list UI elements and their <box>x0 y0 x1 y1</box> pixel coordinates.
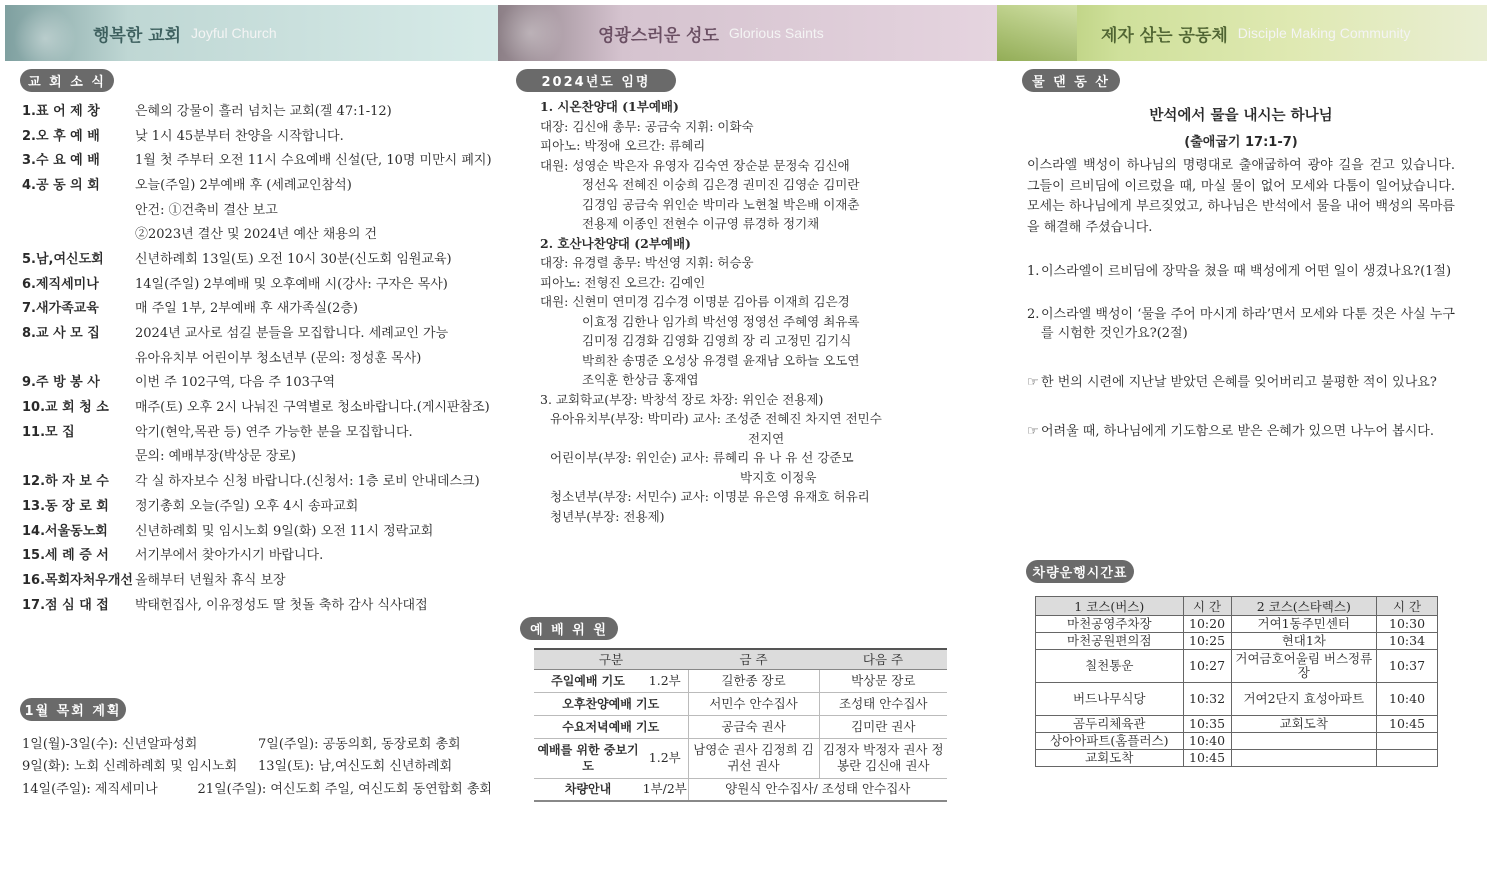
table-cell: 10:35 <box>1183 716 1231 733</box>
appointment-line: 김미정 김경화 김영화 김영희 장 리 고정민 김기식 <box>582 333 852 348</box>
news-item-title: 7.새가족교육 <box>22 301 99 317</box>
appointment-line: 유아유치부(부장: 박미라) 교사: 조성준 전혜진 차지연 전민수 <box>550 411 882 426</box>
bible-study <box>1027 100 1455 441</box>
bus-schedule-table <box>1035 596 1438 767</box>
table-cell: 박상문 장로 <box>819 669 947 692</box>
news-item <box>22 171 492 196</box>
news-item-title: 3.수 요 예 배 <box>22 153 100 169</box>
table-cell: 10:45 <box>1183 750 1231 767</box>
banner-title-ko: 영광스러운 성도 <box>598 25 719 46</box>
column-header: 1 코스(버스) <box>1036 597 1184 616</box>
news-item <box>22 319 492 344</box>
news-item-text: 각 실 하자보수 신청 바랍니다.(신청서: 1층 로비 안내데스크) <box>135 474 480 490</box>
news-item-text: 올해부터 년월차 휴식 보장 <box>135 572 286 588</box>
appointment-line: 청소년부(부장: 서민수) 교사: 이명분 유은영 유재호 허유리 <box>550 489 870 504</box>
table-header-row <box>534 649 947 669</box>
news-item-text: 정기총회 오늘(주일) 오후 4시 송파교회 <box>135 498 359 514</box>
banner-title-ko: 제자 삼는 공동체 <box>1101 25 1228 46</box>
table-cell: 거여금호어울림 버스정류장 <box>1231 650 1377 683</box>
bible-study-title: 반석에서 물을 내시는 하나님 <box>1149 108 1333 124</box>
news-item-text: 14일(주일) 2부예배 및 오후예배 시(강사: 구자은 목사) <box>135 276 448 292</box>
table-cell: 10:40 <box>1183 733 1231 750</box>
worship-committee-table <box>534 648 947 802</box>
news-item-title: 1.표 어 제 창 <box>22 103 100 119</box>
row-sublabel: 1.2부 <box>642 669 688 692</box>
table-cell <box>1377 750 1438 767</box>
news-item-text: 문의: 예배부장(박상문 장로) <box>135 449 296 465</box>
news-item <box>22 97 492 122</box>
banner-disciple-community <box>997 5 1487 61</box>
banner-photo-decoration <box>5 5 85 61</box>
table-row <box>1036 633 1438 650</box>
news-item-text: 신년하례회 및 임시노회 9일(화) 오전 11시 정락교회 <box>135 523 434 539</box>
news-item <box>22 443 492 468</box>
row-label: 오후찬양예배 기도 <box>534 692 688 715</box>
news-item-title: 15.세 례 증 서 <box>22 548 109 564</box>
news-item <box>22 220 492 245</box>
bus-schedule-heading: 차량운행시간표 <box>1026 560 1134 583</box>
news-item <box>22 418 492 443</box>
monthly-plan-heading: 1월 목회 계획 <box>20 698 126 721</box>
news-item <box>22 517 492 542</box>
table-cell: 10:20 <box>1183 616 1231 633</box>
table-row <box>534 669 947 692</box>
news-item <box>22 393 492 418</box>
news-item-title: 17.점 심 대 접 <box>22 597 109 613</box>
plan-entry: 9일(화): 노회 신례하례회 및 임시노회 <box>22 759 238 775</box>
table-cell: 서민수 안수집사 <box>688 692 819 715</box>
table-cell: 김정자 박정자 권사 정봉란 김신애 권사 <box>819 738 947 778</box>
table-cell: 상아아파트(홈플러스) <box>1036 733 1184 750</box>
appointment-line: 박희찬 송명준 오성상 유경렬 윤재남 오하늘 오도연 <box>582 352 860 368</box>
appointment-line: 조익훈 한상금 홍재엽 <box>582 372 699 387</box>
news-item-title: 13.동 장 로 회 <box>22 498 109 514</box>
reflection-item: ☞ 어려울 때, 하나님에게 기도함으로 받은 은혜가 있으면 나누어 봅시다. <box>1027 424 1434 439</box>
appointment-line: 김경임 공금숙 위인순 박미라 노현철 박은배 이재춘 <box>582 196 860 212</box>
row-label: 주일예배 기도 <box>534 669 642 692</box>
appointment-line: 대원: 신현미 연미경 김수경 이명분 김아름 이재희 김은경 <box>540 294 850 309</box>
plan-entry: 1일(월)-3일(수): 신년알파성회 <box>22 736 198 752</box>
row-label: 수요저녁예배 기도 <box>534 715 688 738</box>
table-cell: 칠천통운 <box>1036 650 1184 683</box>
row-sublabel: 1부/2부 <box>642 778 688 801</box>
news-item-title: 9.주 방 봉 사 <box>22 375 100 391</box>
news-item <box>22 369 492 394</box>
column-header: 구분 <box>534 649 688 669</box>
plan-entry: 21일(주일): 여신도회 주일, 여신도회 동연합회 총회 <box>197 781 492 797</box>
news-item <box>22 196 492 221</box>
table-cell: 10:32 <box>1183 683 1231 716</box>
news-item-title: 16.목회자처우개선 <box>22 572 133 588</box>
table-row <box>1036 683 1438 716</box>
question-item: 2. 이스라엘 백성이 ‘물을 주어 마시게 하라’면서 모세와 다툰 것은 사실 누구를 시험한 것인가요?(2절) <box>1027 307 1455 341</box>
table-row <box>1036 750 1438 767</box>
table-cell: 10:27 <box>1183 650 1231 683</box>
column-header: 2 코스(스타렉스) <box>1231 597 1377 616</box>
news-item <box>22 591 492 616</box>
banner-title-en: Disciple Making Community <box>1237 25 1411 41</box>
table-cell: 10:45 <box>1377 716 1438 733</box>
plan-row <box>22 776 492 799</box>
table-cell: 교회도착 <box>1231 716 1377 733</box>
appointment-line: 3. 교회학교(부장: 박창석 장로 차장: 위인순 전용제) <box>540 391 824 407</box>
table-cell: 10:25 <box>1183 633 1231 650</box>
table-cell: 버드나무식당 <box>1036 683 1184 716</box>
news-item-text: 매주(토) 오후 2시 나눠진 구역별로 청소바랍니다.(게시판참조) <box>135 400 490 416</box>
news-item-text: 유아유치부 어린이부 청소년부 (문의: 정성훈 목사) <box>135 350 422 366</box>
monthly-plan-list <box>22 731 492 799</box>
appointment-line: 전용제 이종인 전현수 이규영 류경하 정기채 <box>582 216 820 231</box>
appointment-line: 어린이부(부장: 위인순) 교사: 류혜리 유 나 유 선 강준모 <box>550 450 854 465</box>
news-item-text: 1월 첫 주부터 오전 11시 수요예배 신설(단, 10명 미만시 폐지) <box>135 153 492 169</box>
question-item: 1. 이스라엘이 르비딤에 장막을 쳤을 때 백성에게 어떤 일이 생겼나요?(1절) <box>1027 264 1452 279</box>
banner-title-ko: 행복한 교회 <box>93 25 182 46</box>
news-item <box>22 245 492 270</box>
worship-committee-heading: 예 배 위 원 <box>520 617 618 640</box>
table-cell <box>1231 750 1377 767</box>
appointment-line: 청년부(부장: 전용제) <box>550 508 665 524</box>
table-row <box>534 715 947 738</box>
table-row <box>534 778 947 801</box>
news-item <box>22 295 492 320</box>
column-header: 다음 주 <box>819 649 947 669</box>
news-item <box>22 467 492 492</box>
table-cell: 10:30 <box>1377 616 1438 633</box>
banner-glorious-saints <box>498 5 997 61</box>
news-item <box>22 492 492 517</box>
table-cell: 양원식 안수집사/ 조성태 안수집사 <box>688 778 947 801</box>
table-row <box>1036 733 1438 750</box>
news-item <box>22 566 492 591</box>
banner-title-en: Glorious Saints <box>728 25 824 41</box>
news-item-text: 낮 1시 45분부터 찬양을 시작합니다. <box>135 128 344 144</box>
news-item-text: 이번 주 102구역, 다음 주 103구역 <box>135 375 336 391</box>
appointment-line: 이효정 김한나 임가희 박선영 정영선 주혜영 최유록 <box>582 313 860 329</box>
banner-joyful-church <box>5 5 498 61</box>
news-item-text: 악기(현악,목관 등) 연주 가능한 분을 모집합니다. <box>135 424 413 440</box>
appointments-heading: 2024년도 임명 <box>516 69 676 92</box>
news-item-title: 11.모 집 <box>22 424 75 440</box>
news-item-text: 은혜의 강물이 흘러 넘치는 교회(겔 47:1-12) <box>135 103 392 119</box>
banner-title-en: Joyful Church <box>191 25 277 41</box>
appointment-line: 정선옥 전혜진 이숭희 김은경 권미진 김영순 김미란 <box>582 177 860 192</box>
table-cell: 마천공영주차장 <box>1036 616 1184 633</box>
appointment-line: 1. 시온찬양대 (1부예배) <box>540 99 679 114</box>
banner-photo-decoration <box>498 5 578 61</box>
row-sublabel: 1.2부 <box>642 738 688 778</box>
table-cell: 곰두리체육관 <box>1036 716 1184 733</box>
appointment-line: 대장: 유경렬 총무: 박선영 지휘: 허승웅 <box>540 255 754 270</box>
news-item-text: 신년하례회 13일(토) 오전 10시 30분(신도회 임원교육) <box>135 251 452 267</box>
news-item-title: 6.제직세미나 <box>22 276 99 292</box>
appointment-line: 피아노: 전형진 오르간: 김예인 <box>540 274 706 290</box>
news-item <box>22 122 492 147</box>
table-cell: 마천공원편의점 <box>1036 633 1184 650</box>
table-cell: 현대1차 <box>1231 633 1377 650</box>
news-item <box>22 270 492 295</box>
news-item-title: 4.공 동 의 회 <box>22 177 100 193</box>
news-item-title: 12.하 자 보 수 <box>22 474 109 490</box>
plan-entry: 7일(주일): 공동의회, 동장로회 총회 <box>258 736 461 752</box>
news-item-text: 매 주일 1부, 2부예배 후 새가족실(2층) <box>135 301 359 317</box>
appointment-line: 대장: 김신애 총무: 공금숙 지휘: 이화숙 <box>540 118 754 134</box>
news-item-text: 서기부에서 찾아가시기 바랍니다. <box>135 548 324 564</box>
news-item-title: 8.교 사 모 집 <box>22 326 100 342</box>
table-cell: 길한종 장로 <box>688 669 819 692</box>
table-row <box>1036 616 1438 633</box>
news-item-title: 14.서울동노회 <box>22 523 108 539</box>
appointment-line: 피아노: 박정애 오르간: 류혜리 <box>540 138 706 153</box>
plan-row <box>22 731 492 754</box>
news-item-text: 박태헌집사, 이유정성도 딸 첫돌 축하 감사 식사대접 <box>135 597 428 613</box>
table-cell: 교회도착 <box>1036 750 1184 767</box>
news-item-title: 2.오 후 예 배 <box>22 128 100 144</box>
news-item-title: 5.남,여신도회 <box>22 251 104 267</box>
news-item-title: 10.교 회 청 소 <box>22 400 109 416</box>
table-row <box>1036 716 1438 733</box>
table-cell: 10:40 <box>1377 683 1438 716</box>
plan-entry: 14일(주일): 제직세미나 <box>22 781 158 797</box>
table-cell: 남영순 권사 김정희 김귀선 권사 <box>688 738 819 778</box>
table-row <box>1036 650 1438 683</box>
table-cell: 거여2단지 효성아파트 <box>1231 683 1377 716</box>
news-item <box>22 344 492 369</box>
column-header: 시 간 <box>1377 597 1438 616</box>
news-item-text: 2024년 교사로 섬길 분들을 모집합니다. 세례교인 가능 <box>135 326 449 342</box>
table-cell: 거여1동주민센터 <box>1231 616 1377 633</box>
appointment-line: 대원: 성영순 박은자 유영자 김숙연 장순분 문정숙 김신애 <box>540 157 850 173</box>
table-row <box>534 738 947 778</box>
table-cell: 10:34 <box>1377 633 1438 650</box>
reflection-item: ☞ 한 번의 시련에 지난날 받았던 은혜를 잊어버리고 불평한 적이 있나요? <box>1027 375 1437 390</box>
table-cell <box>1231 733 1377 750</box>
table-cell: 공금숙 권사 <box>688 715 819 738</box>
bible-study-body: 이스라엘 백성이 하나님의 명령대로 출애굽하여 광야 길을 걷고 있습니다. 그들이 르비딤에 이르렀을 때, 마실 물이 없어 모세와 다툼이 일어났습니다. 모세는 하나님에게 부르짖었고, 하나님은 반석에서 물을 내어 백성의 목마름을 해결해 주셨습니다. <box>1027 158 1455 235</box>
bible-study-heading: 물 댄 동 산 <box>1022 69 1120 92</box>
table-cell: 김미란 권사 <box>819 715 947 738</box>
news-item <box>22 146 492 171</box>
row-label: 예배를 위한 중보기도 <box>534 738 642 778</box>
table-row <box>534 692 947 715</box>
appointment-line: 박지호 이정욱 <box>740 469 817 485</box>
appointments-list <box>540 97 980 526</box>
table-cell: 조성태 안수집사 <box>819 692 947 715</box>
news-item-text: ②2023년 결산 및 2024년 예산 채용의 건 <box>135 227 378 243</box>
church-news-heading: 교 회 소 식 <box>20 69 114 92</box>
church-news-list <box>22 97 492 615</box>
banner-photo-decoration <box>997 5 1077 61</box>
column-header: 금 주 <box>688 649 819 669</box>
plan-entry: 13일(토): 남,여신도회 신년하례회 <box>258 759 453 775</box>
table-cell <box>1377 733 1438 750</box>
table-cell: 10:37 <box>1377 650 1438 683</box>
bible-study-reference: (출애굽기 17:1-7) <box>1184 135 1298 150</box>
column-header: 시 간 <box>1183 597 1231 616</box>
row-label: 차량안내 <box>534 778 642 801</box>
news-item-text: 오늘(주일) 2부예배 후 (세례교인참석) <box>135 177 352 193</box>
plan-row <box>22 754 492 777</box>
news-item <box>22 541 492 566</box>
news-item-text: 안건: ①건축비 결산 보고 <box>135 202 278 218</box>
appointment-line: 2. 호산나찬양대 (2부예배) <box>540 235 691 251</box>
table-header-row <box>1036 597 1438 616</box>
appointment-line: 전지연 <box>748 430 785 446</box>
